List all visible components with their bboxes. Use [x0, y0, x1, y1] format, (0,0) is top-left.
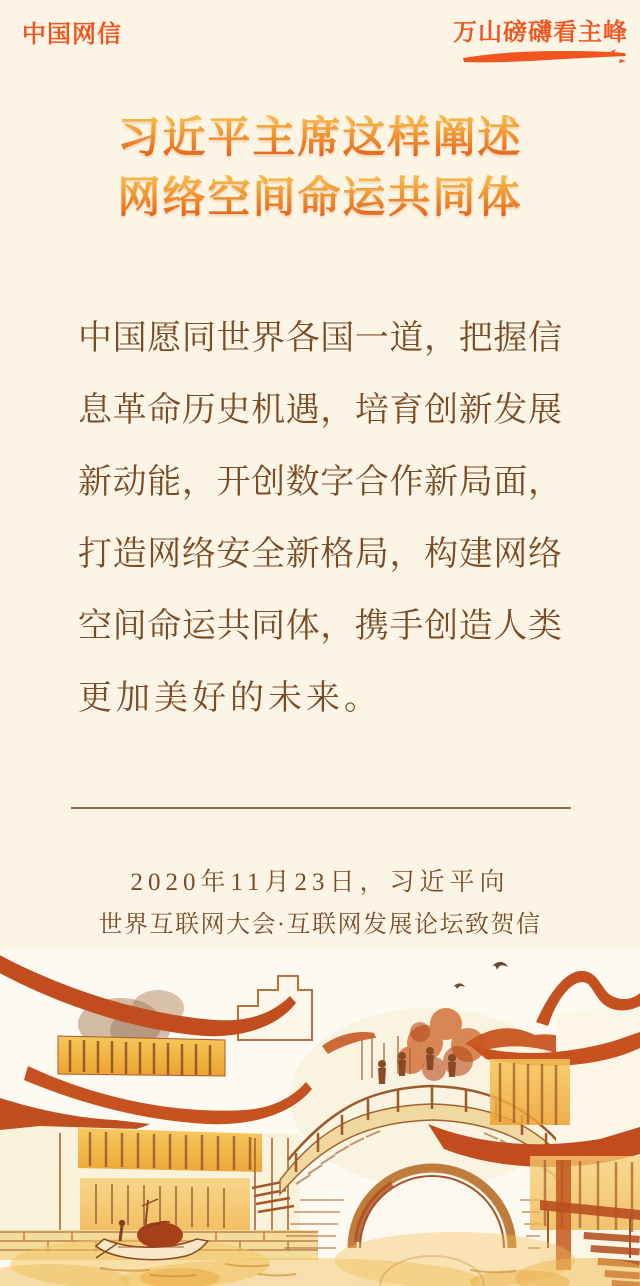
logo-zhongguo-wangxin: 中国网信 [22, 21, 122, 48]
attribution [0, 861, 640, 947]
quote-line: 息革命历史机遇，培育创新发展 [78, 392, 562, 429]
slogan-text: 万山磅礴看主峰 [453, 19, 628, 46]
attribution-date: 2020年11月23日，习近平向 [130, 869, 510, 896]
quote-line: 更加美好的未来。 [78, 680, 382, 717]
title-line-1: 习近平主席这样阐述 [117, 115, 523, 162]
quote-line: 新动能，开创数字合作新局面， [78, 464, 562, 501]
quote-line: 打造网络安全新格局，构建网络 [78, 536, 562, 573]
divider-rule [71, 807, 571, 809]
quote-body [78, 303, 562, 735]
brush-stroke-icon [460, 49, 628, 64]
page-title [0, 109, 640, 229]
title-line-2: 网络空间命运共同体 [117, 175, 523, 222]
attribution-source: 世界互联网大会·互联网发展论坛致贺信 [98, 912, 542, 938]
header [0, 0, 640, 70]
quote-line: 空间命运共同体，携手创造人类 [78, 608, 562, 645]
campaign-slogan-block [453, 12, 628, 64]
quote-line: 中国愿同世界各国一道，把握信 [78, 320, 562, 357]
watertown-illustration [0, 948, 640, 1286]
